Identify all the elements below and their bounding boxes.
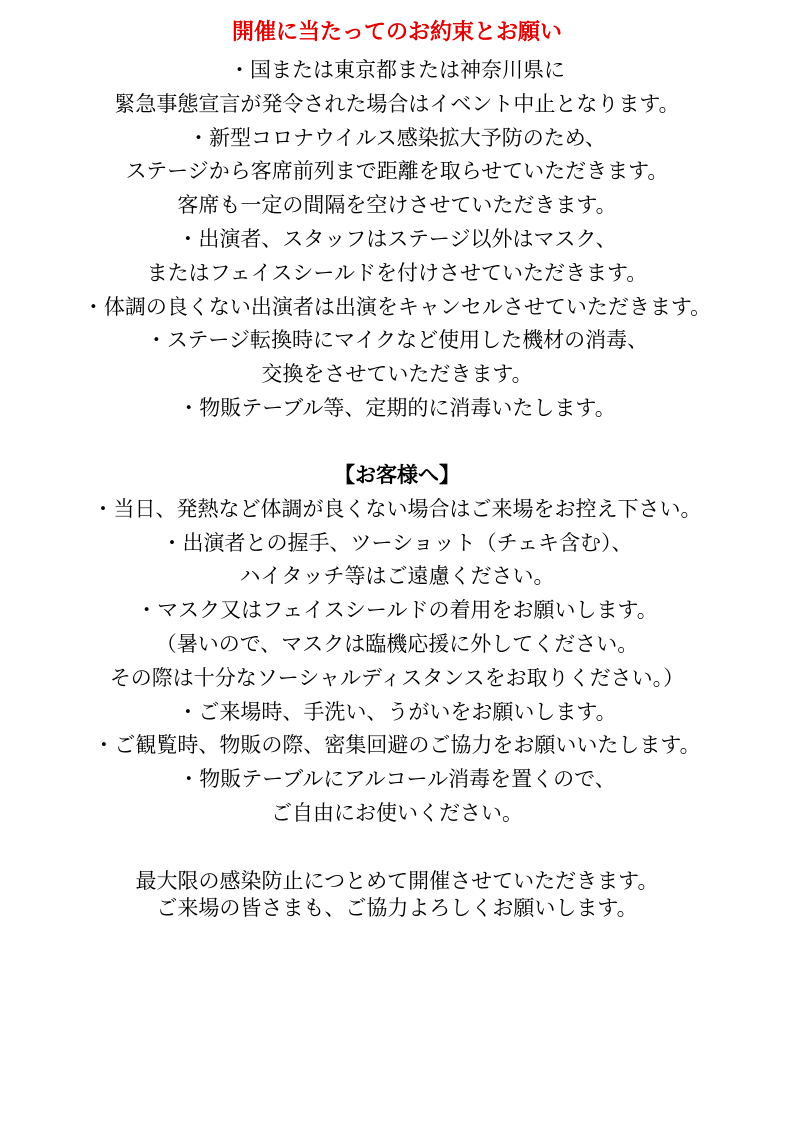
customers-line: ご自由にお使いください。 [271, 800, 523, 825]
event-rules-section [0, 54, 794, 426]
customers-line: ハイタッチ等はご遠慮ください。 [239, 564, 555, 589]
customers-line: ・当日、発熱など体調が良くない場合はご来場をお控え下さい。 [92, 496, 702, 521]
rules-line: 交換をさせていただきます。 [261, 362, 533, 387]
customers-line: ・ご来場時、手洗い、うがいをお願いします。 [177, 699, 617, 724]
rules-line: ・国または東京都または神奈川県に [229, 58, 565, 82]
rules-line: ・ステージ転換時にマイクなど使用した機材の消毒、 [145, 328, 649, 353]
closing-line: 最大限の感染防止につとめて開催させていただきます。 [135, 869, 659, 893]
closing-message [0, 868, 794, 922]
customers-line: ・ご観覧時、物販の際、密集回避のご協力をお願いいたします。 [93, 733, 701, 758]
rules-line: ・新型コロナウイルス感染拡大予防のため、 [188, 125, 606, 150]
customers-line: ・マスク又はフェイスシールドの着用をお願いします。 [136, 598, 658, 623]
rules-line: ステージから客席前列まで距離を取らせていただきます。 [125, 159, 669, 184]
customers-section [0, 459, 794, 831]
customers-line: その際は十分なソーシャルディスタンスをお取りください。） [109, 665, 685, 690]
rules-line: またはフェイスシールドを付けさせていただきます。 [146, 260, 648, 285]
closing-line: ご来場の皆さまも、ご協力よろしくお願いします。 [156, 896, 638, 920]
rules-line: 客席も一定の間隔を空けさせていただきます。 [177, 193, 617, 218]
rules-line: 緊急事態宣言が発令された場合はイベント中止となります。 [114, 91, 680, 116]
customers-line: ・物販テーブルにアルコール消毒を置くので、 [178, 767, 616, 792]
notice-title: 開催に当たってのお約束とお願い [231, 20, 562, 45]
rules-line: ・物販テーブル等、定期的に消毒いたします。 [178, 395, 616, 420]
customers-heading: 【お客様へ】 [334, 463, 460, 487]
customers-line: ・出演者との握手、ツーショット（チェキ含む）、 [161, 530, 633, 555]
customers-line: （暑いので、マスクは臨機応援に外してください。 [155, 631, 639, 656]
rules-line: ・出演者、スタッフはステージ以外はマスク、 [177, 226, 617, 251]
rules-line: ・体調の良くない出演者は出演をキャンセルさせていただきます。 [82, 294, 712, 319]
